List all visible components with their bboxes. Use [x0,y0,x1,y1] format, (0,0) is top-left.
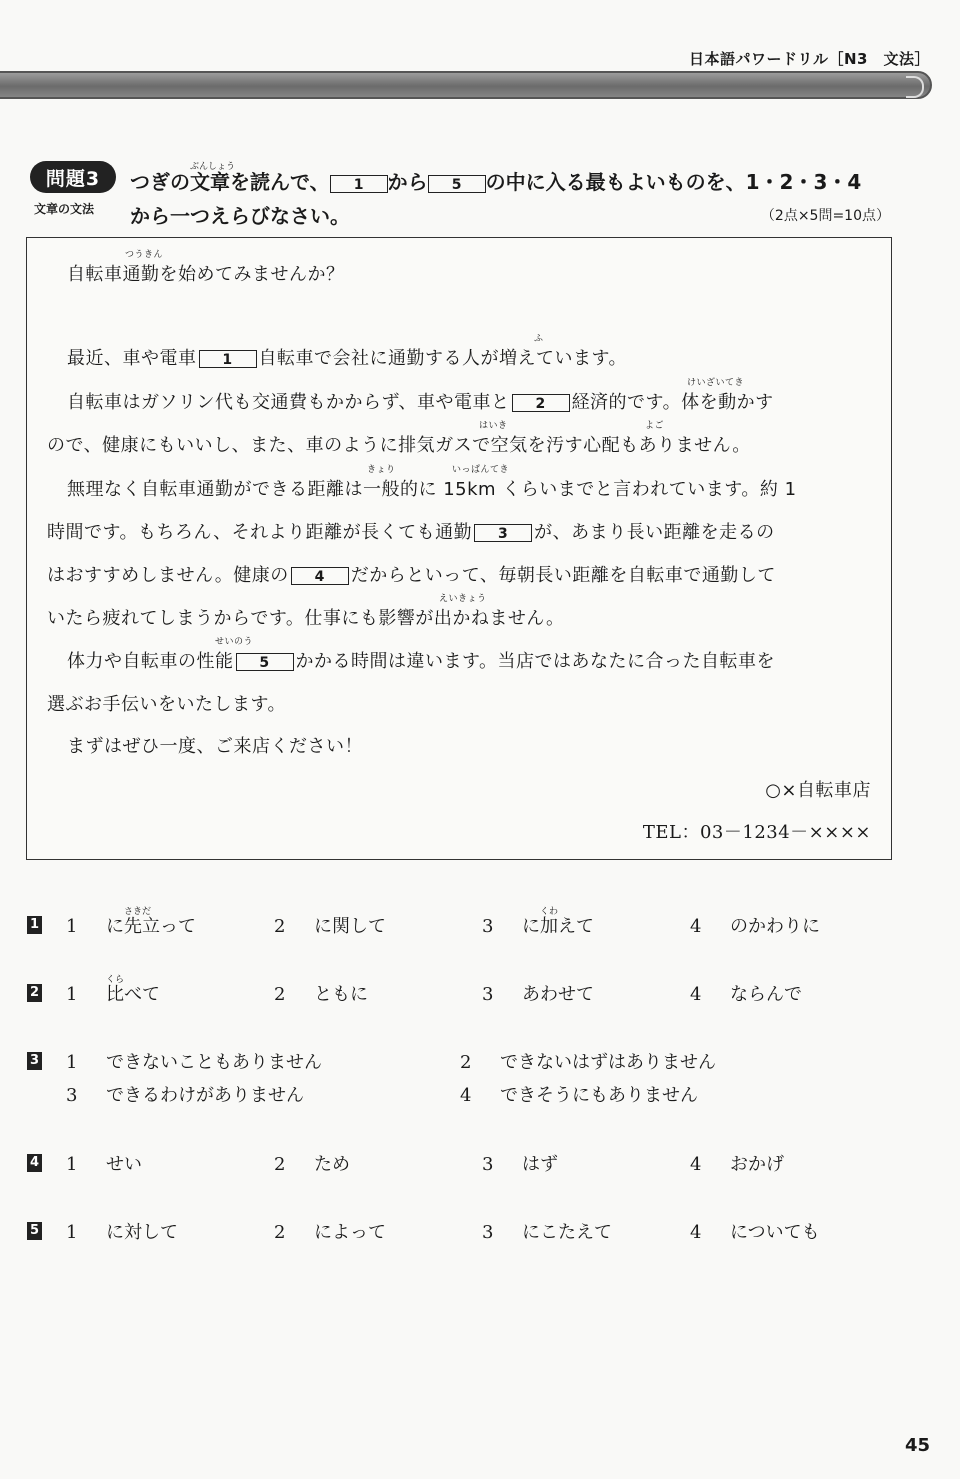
option-label: ならんで [730,984,802,1005]
passage-title-text: 自転車通勤を始めてみませんか？ [67,264,345,285]
ruby-text: よご [645,421,665,431]
ruby-text: はいき [479,421,508,431]
option-label: によって [314,1222,386,1243]
option-number: 3 [482,916,494,937]
answer-option[interactable] [66,975,160,1006]
blank-box: 4 [291,567,349,585]
shop-tel: TEL：03－1234－×××× [642,822,871,843]
answer-option[interactable] [482,1218,612,1244]
passage-text: はおすすめしません。健康の [47,565,289,586]
option-number: 4 [690,1154,702,1175]
answer-option[interactable] [690,912,820,938]
blank-box: 5 [428,175,486,193]
passage-text: ので、健康にもいいし、また、車のように排気ガスで空気を汚す心配もありません。 [47,435,751,456]
passage-line [67,378,774,414]
answer-option[interactable] [690,1218,820,1244]
passage-text: 自転車はガソリン代も交通費もかからず、車や電車と [67,392,510,413]
option-text [730,984,802,1005]
answer-option[interactable] [274,1218,386,1244]
option-number: 1 [66,1052,78,1073]
answer-option[interactable] [66,1150,142,1176]
option-label: はず [522,1154,558,1175]
passage-line [47,594,565,630]
question-label: 問題3 [30,161,116,193]
instruction-text: つぎの [130,170,190,194]
answer-option[interactable] [482,1150,558,1176]
answer-option[interactable] [460,1048,716,1074]
option-label: に先立って [106,916,196,937]
question-number-badge: 1 [27,916,42,934]
ruby-text: くわ [540,907,559,917]
passage-title [67,250,345,286]
option-label: についても [730,1222,820,1243]
answer-option[interactable] [66,1081,304,1107]
ruby-text: いっぱんてき [452,465,510,475]
question-number-badge: 2 [27,984,42,1002]
option-number: 3 [482,1154,494,1175]
option-number: 4 [690,916,702,937]
option-text [314,916,386,937]
option-number: 1 [66,916,78,937]
option-label: せい [106,1154,142,1175]
passage-text: かかる時間は違います。当店ではあなたに合った自転車を [295,651,776,672]
option-label: できるわけがありません [106,1085,304,1106]
question-sublabel: 文章の文法 [34,202,95,216]
option-label: 比べて [106,984,160,1005]
option-label: あわせて [522,984,594,1005]
book-title: 日本語パワードリル［N3 文法］ [689,50,930,68]
question-number-badge: 3 [27,1052,42,1070]
answer-option[interactable] [66,907,196,938]
passage-line [67,334,628,370]
passage-line: 選ぶお手伝いをいたします。 [47,694,287,715]
passage-line [47,518,775,544]
option-number: 1 [66,1222,78,1243]
option-text [522,907,594,937]
option-label: ため [314,1154,350,1175]
instruction-text: 文章 [190,170,230,194]
blank-box: 1 [199,350,257,368]
option-label: のかわりに [730,916,820,937]
ruby-text: ぶんしょう [190,162,236,172]
question-number-badge: 4 [27,1154,42,1172]
option-text [314,1222,386,1243]
option-text [106,1085,304,1106]
ruby-text: くら [106,975,125,985]
passage-text: だからといって、毎朝長い距離を自転車で通勤して [350,565,776,586]
option-text [730,1222,820,1243]
instruction-line-2: から一つえらびなさい。 [130,204,350,228]
passage-text: が、あまり長い距離を走るの [534,522,775,543]
option-label: にこたえて [522,1222,612,1243]
option-number: 4 [690,984,702,1005]
option-number: 2 [274,984,286,1005]
shop-name: ○×自転車店 [765,780,871,801]
blank-box: 3 [474,524,532,542]
passage-line [67,465,797,501]
option-text [314,984,368,1005]
option-text [106,1222,178,1243]
blank-box: 2 [512,394,570,412]
passage-text: 自転車で会社に通勤する人が増えています。 [258,348,628,369]
answer-option[interactable] [690,1150,784,1176]
option-label: できないはずはありません [500,1052,716,1073]
option-text [730,916,820,937]
option-text [106,1052,322,1073]
answer-option[interactable] [482,907,594,938]
option-label: できないこともありません [106,1052,322,1073]
ruby-text: けいざいてき [687,378,745,388]
option-number: 3 [482,1222,494,1243]
answer-option[interactable] [274,912,386,938]
option-text [522,1154,558,1175]
option-number: 1 [66,1154,78,1175]
option-text [314,1154,350,1175]
passage-text: 時間です。もちろん、それより距離が長くても通勤 [47,522,473,543]
option-text [106,1154,142,1175]
instruction-text: の中に入る最もよいものを、1・2・3・4 [485,170,862,194]
passage-text: いたら疲れてしまうからです。仕事にも影響が出かねません。 [47,608,565,629]
option-label: に加えて [522,916,594,937]
question-number-badge: 5 [27,1222,42,1240]
passage-text: 経済的です。体を動かす [571,392,774,413]
passage-line [67,637,776,673]
blank-box: 5 [236,653,294,671]
ruby-word [190,162,236,194]
passage-text: 最近、車や電車 [67,348,197,369]
ruby-text: きょり [367,465,396,475]
instruction-text: を読んで、 [230,170,330,194]
option-number: 1 [66,984,78,1005]
ruby-text: ふ [534,334,544,344]
ruby-text: せいのう [215,637,254,647]
option-label: に関して [314,916,386,937]
option-text [500,1052,716,1073]
instruction-text: から [387,170,428,194]
option-number: 2 [460,1052,472,1073]
passage-line [47,421,751,457]
answer-option[interactable] [274,1150,350,1176]
answer-option[interactable] [66,1048,322,1074]
passage-line: まずはぜひ一度、ご来店ください！ [67,736,363,757]
passage-line [47,561,776,587]
answer-option[interactable] [482,980,594,1006]
option-label: ともに [314,984,368,1005]
page-number: 45 [904,1435,930,1456]
option-label: できそうにもありません [500,1085,698,1106]
ruby-text: えいきょう [439,594,487,604]
option-number: 4 [690,1222,702,1243]
option-text [522,1222,612,1243]
answer-option[interactable] [690,980,802,1006]
passage-box [26,237,892,860]
instruction-line-1 [130,162,862,195]
blank-box: 1 [330,175,388,193]
header-bar [0,71,932,99]
answer-option[interactable] [460,1081,698,1107]
answer-option[interactable] [274,980,368,1006]
option-text [106,975,160,1005]
option-number: 4 [460,1085,472,1106]
ruby-text: つうきん [125,250,164,260]
option-number: 2 [274,1154,286,1175]
option-text [730,1154,784,1175]
option-number: 3 [66,1085,78,1106]
score-note: （2点×5問=10点） [760,208,890,224]
option-text [500,1085,698,1106]
option-number: 3 [482,984,494,1005]
option-number: 2 [274,916,286,937]
answer-option[interactable] [66,1218,178,1244]
ruby-text: さきだ [124,907,152,917]
option-text [522,984,594,1005]
option-label: おかげ [730,1154,784,1175]
option-label: に対して [106,1222,178,1243]
passage-text: 体力や自転車の性能 [67,651,234,672]
passage-text: 無理なく自転車通勤ができる距離は一般的に 15km くらいまでと言われています。約 1 [67,479,797,500]
option-number: 2 [274,1222,286,1243]
option-text [106,907,196,937]
